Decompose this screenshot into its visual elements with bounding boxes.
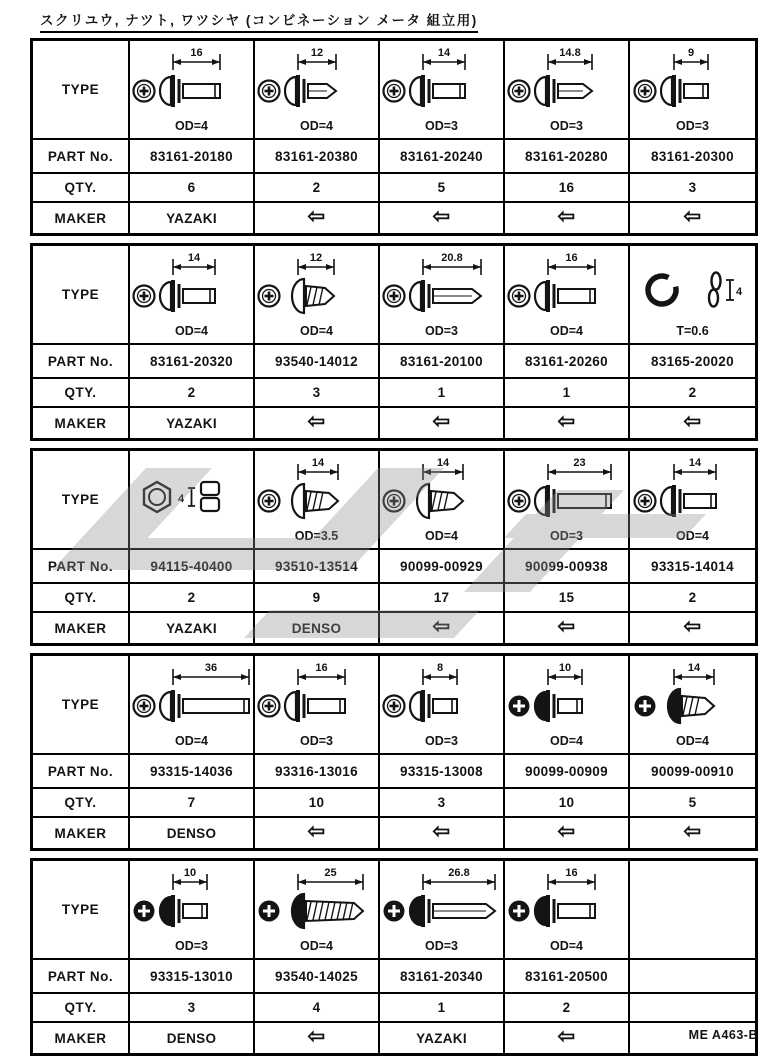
- type-cell: [380, 41, 505, 140]
- machine-screw-icon: [131, 250, 253, 324]
- type-cell: [255, 246, 380, 345]
- od-label: OD=3: [299, 734, 333, 748]
- svg-text:10: 10: [558, 662, 571, 674]
- part-number: 83161-20180: [130, 140, 255, 174]
- type-cell: [255, 861, 380, 960]
- type-cell: [630, 861, 755, 960]
- tapping-screw-icon: [632, 660, 754, 734]
- machine-screw-pointed-icon: [381, 865, 503, 939]
- maker-ditto-arrow: ⇦: [380, 818, 505, 848]
- od-label: OD=3: [424, 939, 458, 953]
- qty-value: 1: [380, 994, 505, 1023]
- parts-table-1: [30, 38, 758, 236]
- part-number: 83161-20240: [380, 140, 505, 174]
- qty-value: 2: [255, 174, 380, 203]
- maker-ditto-arrow: ⇦: [255, 1023, 380, 1053]
- machine-screw-icon: [131, 865, 253, 939]
- machine-screw-icon: [131, 45, 253, 119]
- tapping-screw-icon: [256, 250, 378, 324]
- type-cell: [380, 451, 505, 550]
- maker-ditto-arrow: ⇦: [683, 820, 702, 843]
- od-label: OD=4: [174, 734, 208, 748]
- part-number: 83161-20260: [505, 345, 630, 379]
- qty-value: 5: [630, 789, 755, 818]
- od-label: OD=4: [299, 939, 333, 953]
- svg-text:16: 16: [564, 867, 578, 879]
- part-number: 83161-20380: [255, 140, 380, 174]
- part-number: 93540-14012: [255, 345, 380, 379]
- drawing-code: ME A463-B: [688, 1028, 758, 1042]
- machine-screw-icon: [506, 865, 628, 939]
- od-label: OD=3: [549, 119, 583, 133]
- part-number: 83161-20300: [630, 140, 755, 174]
- od-label: OD=4: [675, 529, 709, 543]
- svg-text:26.8: 26.8: [447, 867, 470, 879]
- parts-table-2: [30, 243, 758, 441]
- machine-screw-icon: [381, 45, 503, 119]
- svg-text:8: 8: [436, 662, 443, 674]
- maker-ditto-arrow: ⇦: [683, 205, 702, 228]
- type-cell: [130, 41, 255, 140]
- qty-value: 2: [130, 584, 255, 613]
- part-number: 83161-20500: [505, 960, 630, 994]
- row-label-type: TYPE: [33, 861, 130, 960]
- svg-text:25: 25: [323, 867, 337, 879]
- row-label-qty: QTY.: [33, 379, 130, 408]
- svg-text:4: 4: [735, 286, 742, 298]
- maker-ditto-arrow: ⇦: [505, 1023, 630, 1053]
- part-number: 93315-13010: [130, 960, 255, 994]
- qty-value: 4: [255, 994, 380, 1023]
- type-cell: [630, 41, 755, 140]
- od-label: OD=4: [174, 119, 208, 133]
- row-label-type: TYPE: [33, 246, 130, 345]
- row-label-part: PART No.: [33, 755, 130, 789]
- machine-screw-icon: [506, 455, 628, 529]
- machine-screw-icon: [632, 455, 754, 529]
- maker-ditto-arrow: ⇦: [505, 408, 630, 438]
- part-number: 90099-00910: [630, 755, 755, 789]
- od-label: OD=3: [424, 734, 458, 748]
- qty-value: 17: [380, 584, 505, 613]
- part-number: 94115-40400: [130, 550, 255, 584]
- maker-ditto-arrow: ⇦: [380, 203, 505, 233]
- svg-text:23: 23: [572, 457, 586, 469]
- qty-value: 3: [255, 379, 380, 408]
- part-number: 93316-13016: [255, 755, 380, 789]
- type-cell: [130, 861, 255, 960]
- split-washer-icon: [632, 250, 754, 324]
- od-label: OD=4: [549, 324, 583, 338]
- part-number: 90099-00938: [505, 550, 630, 584]
- type-cell: [130, 656, 255, 755]
- part-number: 83161-20280: [505, 140, 630, 174]
- qty-value: 2: [130, 379, 255, 408]
- od-label: OD=4: [549, 939, 583, 953]
- type-cell: [505, 861, 630, 960]
- maker-ditto-arrow: ⇦: [380, 408, 505, 438]
- part-number: 83161-20340: [380, 960, 505, 994]
- maker-ditto-arrow: ⇦: [683, 615, 702, 638]
- part-number: 93315-14014: [630, 550, 755, 584]
- svg-text:9: 9: [687, 47, 694, 59]
- machine-screw-icon: [632, 45, 754, 119]
- row-label-type: TYPE: [33, 656, 130, 755]
- machine-screw-pointed-icon: [506, 45, 628, 119]
- part-number: 93540-14025: [255, 960, 380, 994]
- maker-value: DENSO: [130, 1023, 255, 1053]
- tapping-screw-icon: [256, 865, 378, 939]
- maker-ditto-arrow: ⇦: [505, 818, 630, 848]
- type-cell: [630, 451, 755, 550]
- od-label: OD=3.5: [294, 529, 339, 543]
- type-cell: [505, 41, 630, 140]
- svg-text:14: 14: [687, 662, 700, 674]
- type-cell: [505, 246, 630, 345]
- od-label: OD=4: [549, 734, 583, 748]
- qty-value: 7: [130, 789, 255, 818]
- part-number: 90099-00929: [380, 550, 505, 584]
- maker-ditto-arrow: ⇦: [255, 408, 380, 438]
- od-label: OD=3: [424, 119, 458, 133]
- type-cell: [630, 246, 755, 345]
- row-label-maker: MAKER: [33, 408, 130, 438]
- maker-value: YAZAKI: [130, 613, 255, 643]
- row-label-part: PART No.: [33, 140, 130, 174]
- svg-text:12: 12: [310, 47, 323, 59]
- row-label-type: TYPE: [33, 41, 130, 140]
- maker-ditto-arrow: ⇦: [255, 203, 380, 233]
- svg-text:12: 12: [309, 252, 322, 264]
- type-cell: [130, 451, 255, 550]
- row-label-part: PART No.: [33, 550, 130, 584]
- svg-text:16: 16: [564, 252, 578, 264]
- type-cell: [380, 656, 505, 755]
- qty-value: [630, 994, 755, 1023]
- parts-tables: [30, 38, 776, 1056]
- maker-value: YAZAKI: [130, 408, 255, 438]
- type-cell: [255, 451, 380, 550]
- maker-ditto-arrow: ⇦: [683, 410, 702, 433]
- row-label-qty: QTY.: [33, 994, 130, 1023]
- machine-screw-icon: [131, 660, 253, 734]
- part-number: [630, 960, 755, 994]
- parts-table-5: [30, 858, 758, 1056]
- svg-text:16: 16: [314, 662, 328, 674]
- qty-value: 2: [630, 584, 755, 613]
- parts-table-3: [30, 448, 758, 646]
- part-number: 93510-13514: [255, 550, 380, 584]
- svg-text:4: 4: [177, 493, 184, 505]
- page-title: スクリユウ, ナツト, ワツシヤ (コンビネーション メータ 組立用): [40, 9, 478, 33]
- machine-screw-icon: [506, 250, 628, 324]
- maker-ditto-arrow: ⇦: [505, 613, 630, 643]
- od-label: OD=4: [299, 324, 333, 338]
- svg-text:10: 10: [183, 867, 196, 879]
- od-label: OD=4: [299, 119, 333, 133]
- maker-value: DENSO: [130, 818, 255, 848]
- machine-screw-pointed-icon: [381, 250, 503, 324]
- qty-value: 1: [380, 379, 505, 408]
- od-label: OD=4: [174, 324, 208, 338]
- od-label: OD=3: [675, 119, 709, 133]
- row-label-qty: QTY.: [33, 789, 130, 818]
- machine-screw-icon: [506, 660, 628, 734]
- row-label-part: PART No.: [33, 960, 130, 994]
- tapping-screw-icon: [381, 455, 503, 529]
- svg-text:14: 14: [187, 252, 200, 264]
- row-label-maker: MAKER: [33, 1023, 130, 1053]
- machine-screw-icon: [381, 660, 503, 734]
- svg-text:16: 16: [189, 47, 203, 59]
- part-number: 83165-20020: [630, 345, 755, 379]
- part-number: 93315-13008: [380, 755, 505, 789]
- qty-value: 3: [380, 789, 505, 818]
- type-cell: [380, 861, 505, 960]
- qty-value: 3: [630, 174, 755, 203]
- part-number: 83161-20320: [130, 345, 255, 379]
- type-cell: [255, 41, 380, 140]
- row-label-qty: QTY.: [33, 584, 130, 613]
- part-number: 90099-00909: [505, 755, 630, 789]
- svg-text:14: 14: [688, 457, 701, 469]
- od-label: OD=3: [424, 324, 458, 338]
- row-label-maker: MAKER: [33, 203, 130, 233]
- machine-screw-icon: [256, 660, 378, 734]
- parts-table-4: [30, 653, 758, 851]
- svg-text:20.8: 20.8: [440, 252, 463, 264]
- tapping-screw-icon: [256, 455, 378, 529]
- machine-screw-pointed-icon: [256, 45, 378, 119]
- type-cell: [380, 246, 505, 345]
- type-cell: [630, 656, 755, 755]
- type-cell: [255, 656, 380, 755]
- svg-text:14: 14: [436, 457, 449, 469]
- hex-nut-icon: [131, 455, 253, 529]
- maker-ditto-arrow: ⇦: [380, 613, 505, 643]
- maker-value: YAZAKI: [130, 203, 255, 233]
- qty-value: 1: [505, 379, 630, 408]
- maker-value: YAZAKI: [380, 1023, 505, 1053]
- type-cell: [505, 656, 630, 755]
- od-label: T=0.6: [676, 324, 709, 338]
- maker-ditto-arrow: ⇦: [255, 818, 380, 848]
- qty-value: 5: [380, 174, 505, 203]
- maker-value: DENSO: [255, 613, 380, 643]
- qty-value: 10: [255, 789, 380, 818]
- svg-text:14.8: 14.8: [558, 47, 581, 59]
- maker-ditto-arrow: ⇦: [505, 203, 630, 233]
- od-label: OD=3: [174, 939, 208, 953]
- od-label: OD=4: [424, 529, 458, 543]
- qty-value: 2: [630, 379, 755, 408]
- row-label-type: TYPE: [33, 451, 130, 550]
- row-label-part: PART No.: [33, 345, 130, 379]
- qty-value: 3: [130, 994, 255, 1023]
- row-label-maker: MAKER: [33, 613, 130, 643]
- svg-text:14: 14: [311, 457, 324, 469]
- qty-value: 6: [130, 174, 255, 203]
- qty-value: 15: [505, 584, 630, 613]
- od-label: OD=3: [549, 529, 583, 543]
- row-label-maker: MAKER: [33, 818, 130, 848]
- qty-value: 16: [505, 174, 630, 203]
- part-number: 83161-20100: [380, 345, 505, 379]
- qty-value: 2: [505, 994, 630, 1023]
- part-number: 93315-14036: [130, 755, 255, 789]
- row-label-qty: QTY.: [33, 174, 130, 203]
- qty-value: 10: [505, 789, 630, 818]
- qty-value: 9: [255, 584, 380, 613]
- svg-text:14: 14: [437, 47, 450, 59]
- svg-text:36: 36: [204, 662, 217, 674]
- od-label: OD=4: [675, 734, 709, 748]
- type-cell: [505, 451, 630, 550]
- type-cell: [130, 246, 255, 345]
